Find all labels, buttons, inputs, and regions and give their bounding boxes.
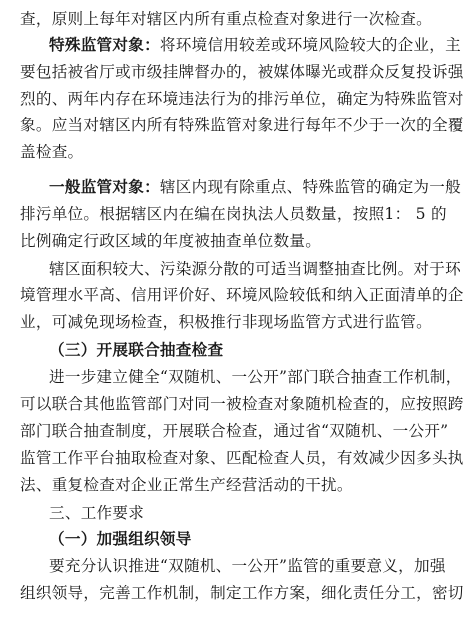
text-segment: 辖区内现有除重点、特殊监管的确定为一般	[159, 178, 461, 196]
text-segment: 排污单位。根据辖区内在编在岗执法人员数量，按照1： 5 的	[20, 205, 447, 223]
bold-text-segment: 特殊监管对象：	[49, 35, 160, 54]
text-segment: 业，可减免现场检查，积极推行非现场监管方式进行监管。	[20, 313, 432, 331]
bold-text-segment: 一般监管对象：	[49, 177, 160, 196]
text-segment: 境管理水平高、信用评价好、环境风险较低和纳入正面清单的企	[20, 286, 464, 304]
text-segment: 可以联合其他监管部门对同一被检查对象随机检查的，应按照跨	[20, 395, 464, 413]
text-segment: 辖区面积较大、污染源分散的可适当调整抽查比例。对于环	[49, 260, 461, 278]
text-segment: 查，原则上每年对辖区内所有重点检查对象进行一次检查。	[20, 10, 432, 28]
text-line	[0, 389, 464, 419]
text-line	[0, 362, 465, 392]
text-line	[0, 199, 447, 229]
text-segment: 部门联合抽查制度，开展联合检查，通过省“双随机、一公开”	[20, 422, 449, 440]
text-segment: 法、重复检查对企业正常生产经营活动的干扰。	[20, 476, 353, 494]
text-line	[0, 470, 436, 500]
text-line	[0, 524, 465, 554]
text-line	[0, 226, 436, 256]
text-segment: 烈的、两年内存在环境违法行为的排污单位，确定为特殊监管对	[20, 90, 464, 108]
text-line	[0, 443, 464, 473]
text-line	[0, 137, 436, 167]
text-line	[0, 578, 464, 608]
text-line	[0, 416, 449, 446]
text-line	[0, 110, 464, 140]
text-segment: 要充分认识推进“双随机、一公开”监管的重要意义，加强	[49, 557, 446, 575]
text-line	[0, 551, 465, 581]
text-line	[0, 30, 465, 60]
text-line	[0, 280, 464, 310]
bold-text-segment: （一）加强组织领导	[49, 529, 192, 548]
text-segment: 象。应当对辖区内所有特殊监管对象进行每年不少于一次的全覆	[20, 116, 464, 134]
text-segment: 比例确定行政区域的年度被抽查单位数量。	[20, 232, 322, 250]
bold-text-segment: （三）开展联合抽查检查	[49, 340, 224, 359]
text-line	[0, 335, 465, 365]
text-segment: 要包括被省厅或市级挂牌督办的，被媒体曝光或群众反复投诉强	[20, 63, 464, 81]
text-segment: 监管工作平台抽取检查对象、匹配检查人员，有效减少因多头执	[20, 449, 464, 467]
text-segment: 进一步建立健全“双随机、一公开”部门联合抽查工作机制，	[49, 368, 462, 386]
text-line	[0, 172, 465, 202]
text-segment: 三、工作要求	[49, 504, 145, 522]
text-segment: 盖检查。	[20, 143, 84, 161]
text-segment: 组织领导，完善工作机制，制定工作方案，细化责任分工，密切	[20, 584, 464, 602]
text-line	[0, 307, 436, 337]
text-line	[0, 57, 464, 87]
text-segment: 将环境信用较差或环境风险较大的企业，主	[159, 36, 461, 54]
